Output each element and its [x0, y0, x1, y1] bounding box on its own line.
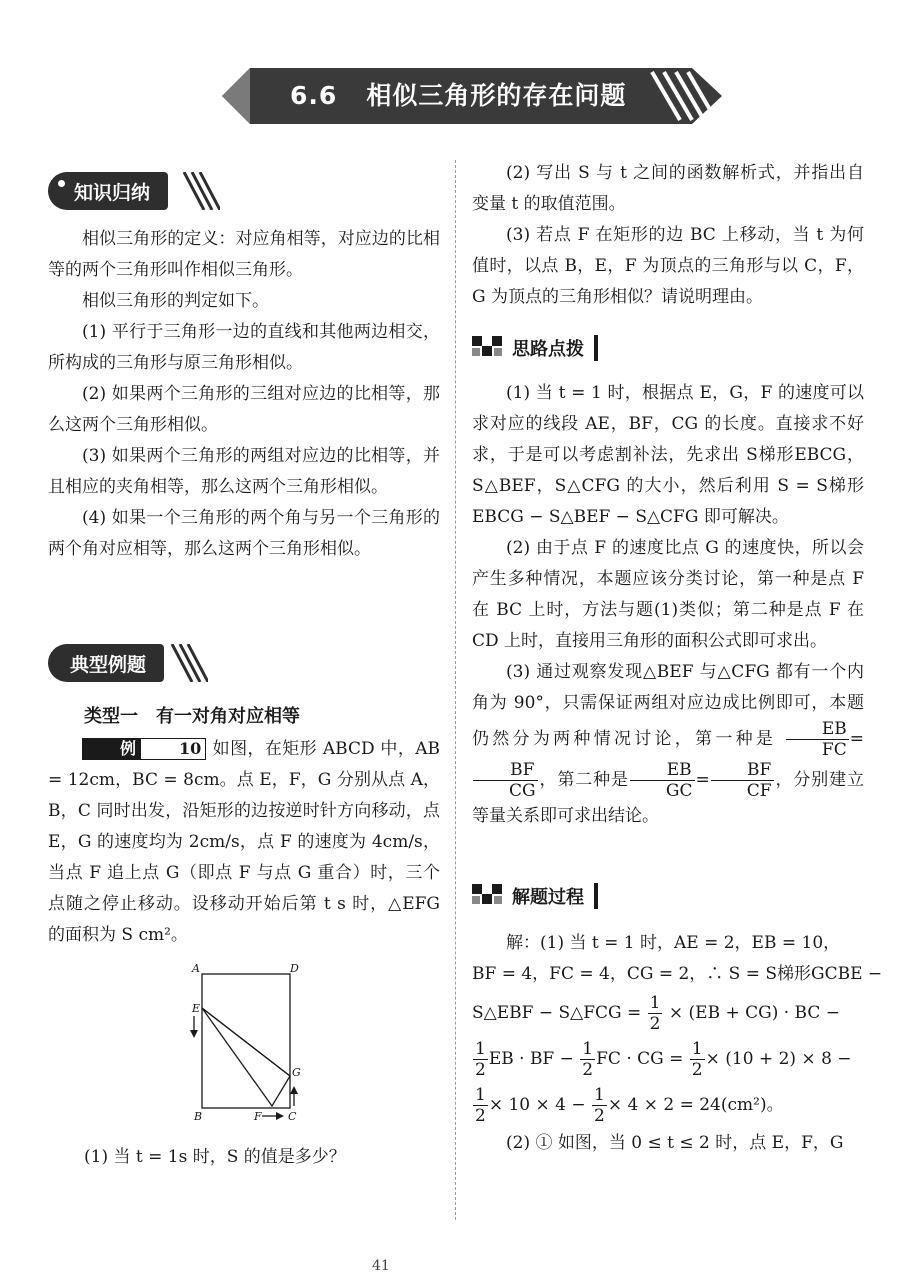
hints-body	[472, 378, 864, 832]
label-E: E	[192, 1002, 201, 1015]
column-divider	[455, 160, 456, 1220]
hints-heading: 思路点拨	[472, 332, 598, 364]
solution-heading: 解题过程	[472, 880, 598, 912]
hint-paragraph-1: (1) 当 t = 1 时，根据点 E，G，F 的速度可以求对应的线段 AE，BF，CG 的长度。直接求不好求，于是可以考虑割补法，先求出 S梯形EBCG，S△BEF，S△CFG 的大小，然后利用 S = S梯形EBCG − S△BEF − S△CFG 即可解决。	[472, 383, 864, 527]
knowledge-label: 知识归纳	[48, 172, 168, 210]
questions-continued	[472, 158, 864, 313]
hint-paragraph-3: (3) 通过观察发现△BEF 与△CFG 都有一个内角为 90°，只需保证两组对应边成比例即可，本题仍然分为两种情况讨论，第一种是 $\frac{EB}{FC}$ = $\frac{BF}{CG}$ ，第二种是 $\frac{EB}{GC}$ = $\frac{BF}{CF}$ ，分别建立等量关系即可求出结论。	[472, 662, 865, 826]
label-A: A	[192, 962, 200, 975]
label-C: C	[288, 1110, 297, 1123]
solution-line: $\frac{1}{2}$ × 10 × 4 − $\frac{1}{2}$ × 4 × 2 = 24(cm²)。	[475, 1085, 784, 1126]
question-3: (3) 若点 F 在矩形的边 BC 上移动，当 t 为何值时，以点 B，E，F 为顶点的三角形与以 C，F，G 为顶点的三角形相似？请说明理由。	[472, 225, 864, 307]
knowledge-paragraph: (4) 如果一个三角形的两个角与另一个三角形的两个角对应相等，那么这两个三角形相似。	[48, 508, 440, 559]
bullet-dot-icon	[58, 180, 65, 187]
section-number: 6.6	[290, 81, 338, 110]
solution-line: S△EBF − S△FCG = $\frac{1}{2}$ × (EB + CG) · BC −	[472, 993, 841, 1034]
solution-line: 解：(1) 当 t = 1 时，AE = 2，EB = 10，	[506, 933, 841, 953]
examples-label: 典型例题	[48, 644, 164, 682]
solution-line: (2) ① 如图，当 0 ≤ t ≤ 2 时，点 E，F，G	[506, 1133, 844, 1153]
knowledge-paragraph: (3) 如果两个三角形的两组对应边的比相等，并且相应的夹角相等，那么这两个三角形相似。	[48, 446, 440, 497]
knowledge-paragraph: 相似三角形的判定如下。	[82, 291, 269, 311]
knowledge-body	[48, 224, 440, 565]
knowledge-paragraph: (1) 平行于三角形一边的直线和其他两边相交，所构成的三角形与原三角形相似。	[48, 322, 440, 373]
type-title: 类型一 有一对角对应相等	[84, 706, 300, 727]
example-problem	[48, 734, 440, 951]
label-B: B	[194, 1110, 203, 1123]
knowledge-paragraph: (2) 如果两个三角形的三组对应边的比相等，那么这两个三角形相似。	[48, 384, 440, 435]
solution-body	[472, 928, 883, 1159]
example-text: 如图，在矩形 ABCD 中，AB = 12cm，BC = 8cm。点 E，F，G 分别从点 A，B，C 同时出发，沿矩形的边按逆时针方向移动，点 E，G 的速度均为 2cm/s，点 F 的速度为 4cm/s，当点 F 追上点 G（即点 F 与点 G 重合）时，三个点随之停止移动。设移动开始后第 t s 时，△EFG 的面积为 S cm²。	[48, 739, 440, 945]
checker-icon	[472, 884, 506, 908]
solution-line: $\frac{1}{2}$ EB · BF − $\frac{1}{2}$ FC · CG = $\frac{1}{2}$ × (10 + 2) × 8 −	[475, 1039, 852, 1080]
stripe-decoration-icon	[180, 172, 220, 210]
question-1: (1) 当 t = 1s 时，S 的值是多少？	[84, 1147, 346, 1167]
example-number: 10	[140, 738, 206, 760]
rectangle-figure	[190, 960, 370, 1130]
checker-icon	[472, 336, 506, 360]
knowledge-paragraph: 相似三角形的定义：对应角相等，对应边的比相等的两个三角形叫作相似三角形。	[48, 229, 440, 280]
label-D: D	[290, 962, 299, 975]
stripe-decoration-icon	[168, 644, 208, 682]
hint-paragraph-2: (2) 由于点 F 的速度比点 G 的速度快，所以会产生多种情况，本题应该分类讨论，第一种是点 F 在 BC 上时，方法与题(1)类似；第二种是点 F 在 CD 上时，直接用三角形的面积公式即可求出。	[472, 538, 864, 651]
solution-line: BF = 4，FC = 4，CG = 2，∴ S = S梯形GCBE −	[472, 964, 883, 984]
label-G: G	[292, 1066, 301, 1079]
example-badge: 例	[82, 738, 140, 760]
section-title	[290, 76, 626, 116]
question-2: (2) 写出 S 与 t 之间的函数解析式，并指出自变量 t 的取值范围。	[472, 163, 864, 214]
section-heading: 相似三角形的存在问题	[366, 81, 627, 110]
page-number: 41	[372, 1258, 390, 1274]
label-F: F	[254, 1110, 262, 1123]
